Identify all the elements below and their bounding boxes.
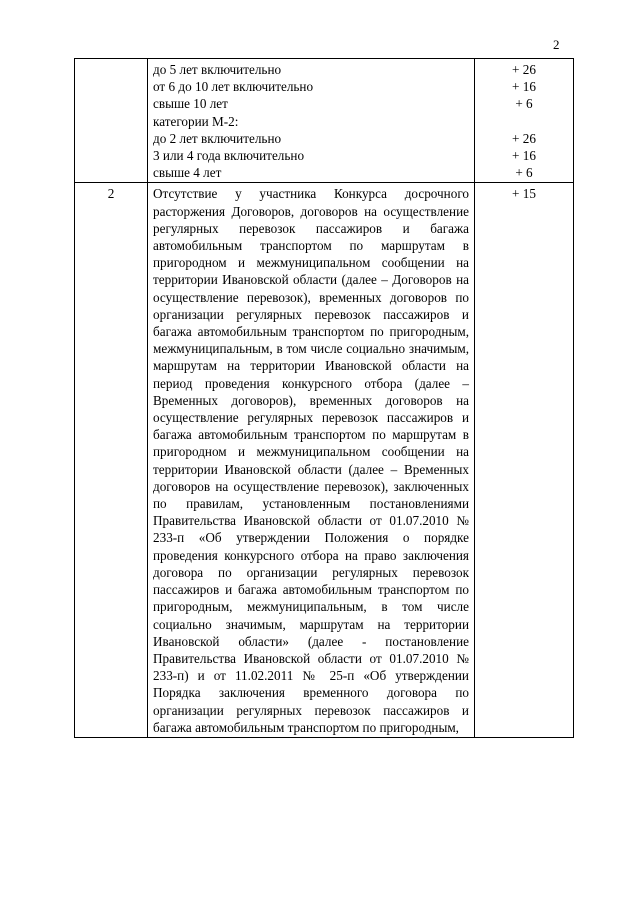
score-value bbox=[480, 113, 568, 130]
score-value: + 6 bbox=[515, 165, 533, 181]
row-number-cell: 2 bbox=[75, 183, 148, 738]
row-score-cell: + 15 bbox=[475, 183, 574, 738]
criteria-table bbox=[74, 58, 574, 738]
score-value: + 16 bbox=[512, 148, 536, 164]
list-item: категории М-2: bbox=[153, 113, 239, 129]
score-value: + 6 bbox=[515, 96, 533, 112]
table-row bbox=[75, 183, 574, 738]
row-number-cell bbox=[75, 59, 148, 183]
list-item: свыше 4 лет bbox=[153, 165, 222, 181]
row-score-cell bbox=[475, 59, 574, 183]
list-item: до 2 лет включительно bbox=[153, 130, 282, 146]
list-item: свыше 10 лет bbox=[153, 96, 228, 112]
list-item: до 5 лет включительно bbox=[153, 62, 282, 77]
page-number: 2 bbox=[553, 37, 560, 52]
score-value: + 26 bbox=[512, 130, 536, 146]
list-item: от 6 до 10 лет включительно bbox=[153, 79, 314, 95]
score-value: + 16 bbox=[512, 79, 536, 95]
table-row bbox=[75, 59, 574, 183]
row-description-cell bbox=[148, 59, 475, 183]
score-value: + 26 bbox=[512, 62, 536, 77]
list-item: 3 или 4 года включительно bbox=[153, 148, 305, 164]
row-description-cell bbox=[148, 183, 475, 738]
criterion-text: Отсутствие у участника Конкурса досрочного расторжения Договоров, договоров на осуществление регулярных перевозок пассажиров и багажа автомобильным транспортом по маршрутам в пригородном и межмуниципальном сообщении на территории Ивановской области (далее – Договоров на осуществление перевозок), временных договоров по организации регулярных перевозок пассажиров и багажа автомобильным транспортом по пригородным, межмуниципальным, в том числе социально значимым, маршрутам на территории Ивановской области на период проведения конкурсного отбора (далее – Временных договоров), временных договоров на осуществление регулярных перевозок пассажиров и багажа автомобильным транспортом по маршрутам в пригородном и межмуниципальном сообщении на территории Ивановской области (далее – Временных договоров на осуществление перевозок), заключенных по правилам, установленным постановлениями Правительства Ивановской области от 01.07.2010 № 233-п «Об утверждении Положения о порядке проведения конкурсного отбора на право заключения договора по организации регулярных перевозок пассажиров и багажа автомобильным транспортом по пригородным, межмуниципальным, в том числе социально значимым, маршрутам на территории Ивановской области» (далее - постановление Правительства Ивановской области от 01.07.2010 № 233-п) и от 11.02.2011 № 25-п «Об утверждении Порядка заключения временного договора по организации регулярных перевозок пассажиров и багажа автомобильным транспортом по пригородным, bbox=[153, 186, 469, 735]
